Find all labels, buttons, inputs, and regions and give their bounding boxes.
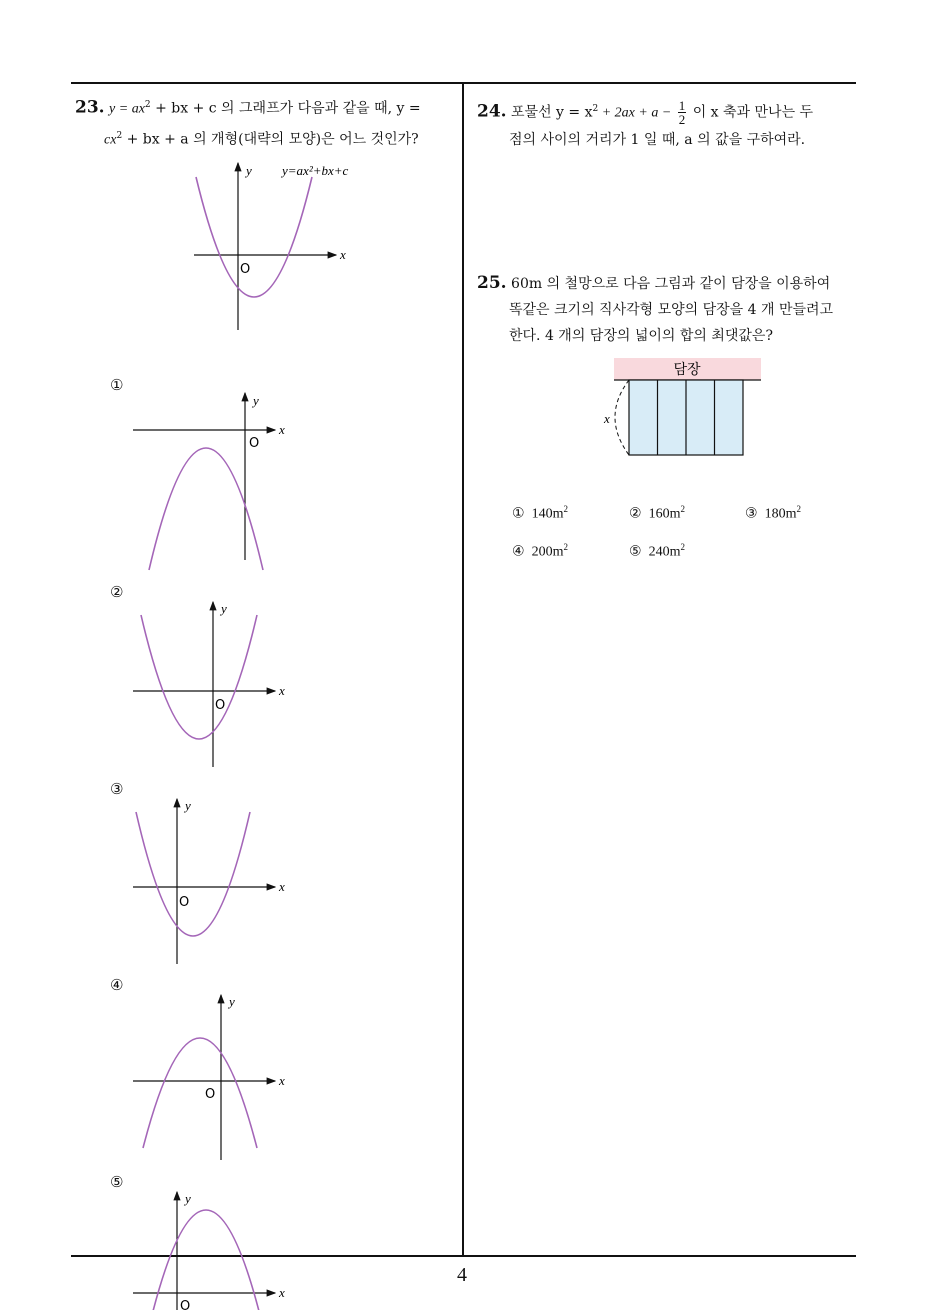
side-label: x bbox=[604, 411, 610, 426]
question-text: 포물선 y = x bbox=[511, 104, 593, 121]
fence-diagram bbox=[595, 355, 775, 465]
question-25 bbox=[477, 270, 862, 349]
question-text: 한다. 4 개의 담장의 넓이의 합의 최댓값은? bbox=[509, 328, 773, 344]
y-axis-label: y bbox=[246, 163, 252, 178]
y-axis-label: y bbox=[253, 393, 259, 408]
question-text: 이 x 축과 만나는 두 bbox=[688, 104, 814, 121]
choice-3-label[interactable]: ③ bbox=[110, 780, 124, 798]
question-number: 24. bbox=[477, 101, 507, 122]
answer-choice-1[interactable]: ① $140m^2$ bbox=[512, 504, 568, 522]
answer-choice-2[interactable]: ② $160m^2$ bbox=[629, 504, 685, 522]
choice-1-label[interactable]: ① bbox=[110, 376, 124, 394]
parabola-curve bbox=[149, 1210, 263, 1310]
exponent: 2 bbox=[116, 130, 123, 141]
question-text: + bx + c 의 그래프가 다음과 같을 때, y = bbox=[150, 100, 421, 117]
equation-text: y = ax bbox=[109, 101, 145, 117]
choice-2-label[interactable]: ② bbox=[110, 583, 124, 601]
choice-5-graph[interactable] bbox=[125, 1187, 305, 1310]
exponent: 2 bbox=[144, 100, 151, 110]
side-length-brace bbox=[615, 380, 629, 455]
question-number: 25. bbox=[477, 273, 507, 293]
choice-5-label[interactable]: ⑤ bbox=[110, 1173, 124, 1191]
x-axis-label: x bbox=[340, 247, 346, 262]
parabola-curve bbox=[196, 177, 312, 297]
question-number: 23. bbox=[75, 97, 105, 118]
question-text: 점의 사이의 거리가 1 일 때, a 의 값을 구하여라. bbox=[509, 131, 806, 148]
question-text: 60m 의 철망으로 다음 그림과 같이 담장을 이용하여 bbox=[511, 276, 831, 292]
origin-label: O bbox=[180, 1299, 191, 1310]
origin-label: O bbox=[249, 436, 260, 451]
question-23 bbox=[75, 92, 460, 153]
x-axis-label: x bbox=[279, 879, 285, 894]
equation-text: cx bbox=[104, 132, 117, 148]
choice-2-graph[interactable] bbox=[125, 597, 305, 772]
origin-label: O bbox=[215, 698, 226, 713]
x-axis-label: x bbox=[279, 683, 285, 698]
fraction: $\frac{1}{2}$ bbox=[678, 98, 686, 128]
page-number: 4 bbox=[457, 1264, 467, 1286]
origin-label: O bbox=[205, 1087, 216, 1102]
answer-choice-4[interactable]: ④ $200m^2$ bbox=[512, 542, 568, 560]
y-axis-label: y bbox=[185, 1191, 191, 1206]
column-divider bbox=[462, 84, 464, 1257]
exponent: 2 bbox=[592, 104, 599, 114]
parabola-curve bbox=[149, 448, 263, 570]
choice-3-graph[interactable] bbox=[125, 794, 305, 969]
choice-4-label[interactable]: ④ bbox=[110, 976, 124, 994]
choice-4-graph[interactable] bbox=[125, 990, 305, 1165]
x-axis-label: x bbox=[279, 1073, 285, 1088]
wall-label: 담장 bbox=[673, 362, 701, 378]
y-axis-label: y bbox=[185, 798, 191, 813]
choice-1-graph[interactable] bbox=[125, 388, 305, 573]
x-axis-label: x bbox=[279, 422, 285, 437]
given-parabola-graph bbox=[180, 155, 380, 335]
equation-text: + 2ax + a − bbox=[598, 105, 672, 121]
origin-label: O bbox=[179, 895, 190, 910]
question-24 bbox=[477, 96, 862, 153]
question-text: 똑같은 크기의 직사각형 모양의 담장을 4 개 만들려고 bbox=[509, 302, 834, 318]
parabola-curve bbox=[143, 1038, 257, 1148]
origin-label: O bbox=[240, 262, 251, 277]
y-axis-label: y bbox=[229, 994, 235, 1009]
x-axis-label: x bbox=[279, 1285, 285, 1300]
answer-choice-3[interactable]: ③ $180m^2$ bbox=[745, 504, 801, 522]
graph-equation-label: y=ax²+bx+c bbox=[282, 163, 349, 178]
y-axis-label: y bbox=[221, 601, 227, 616]
parabola-curve bbox=[141, 615, 257, 739]
answer-choices bbox=[512, 504, 852, 564]
answer-choice-5[interactable]: ⑤ $240m^2$ bbox=[629, 542, 685, 560]
parabola-curve bbox=[136, 812, 250, 936]
question-text: + bx + a 의 개형(대략의 모양)은 어느 것인가? bbox=[122, 131, 419, 148]
